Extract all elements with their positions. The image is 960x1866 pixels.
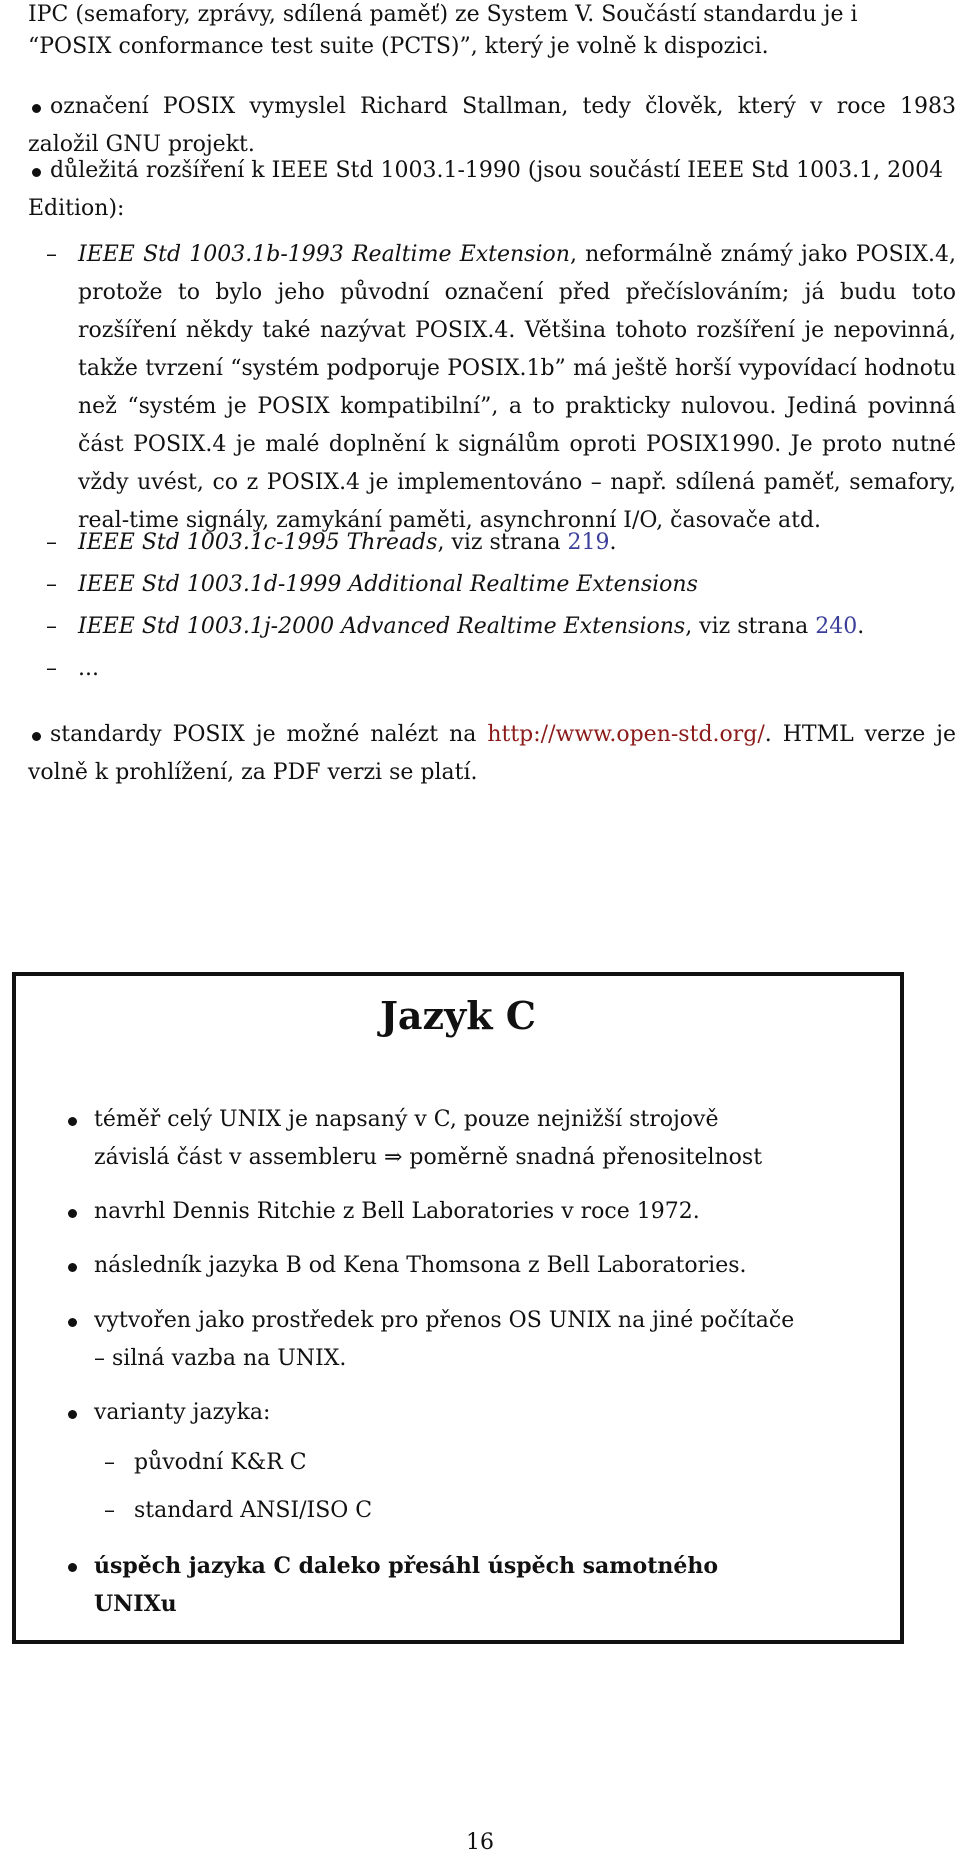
open-std-link[interactable]: http://www.open-std.org/ [487,722,765,747]
box-item-5-sub-2: standard ANSI/ISO C [134,1498,373,1523]
bullet [68,1410,77,1419]
box-item-6-line-2: UNIXu [94,1591,177,1617]
dash: – [104,1450,115,1475]
bullet [68,1209,77,1218]
item-extensions-intro: důležitá rozšíření k IEEE Std 1003.1-1990 (jsou součástí IEEE Std 1003.1, 2004 Edition): [28,158,944,221]
page-ref-219[interactable]: 219 [567,530,610,555]
sub-item-more: ... [78,656,99,681]
dash: – [46,242,57,267]
box-item-1-line-2: závislá část v assembleru ⇒ poměrně snadná přenositelnost [94,1145,763,1170]
dash: – [46,614,57,639]
box-item-4-line-1: vytvořen jako prostředek pro přenos OS UNIX na jiné počítače [94,1308,795,1333]
box-item-6-line-1: úspěch jazyka C daleko přesáhl úspěch samotného [94,1553,719,1579]
box-item-5: varianty jazyka: [94,1400,271,1425]
dash: – [104,1498,115,1523]
intro-line-2: “POSIX conformance test suite (PCTS)”, který je volně k dispozici. [28,34,769,59]
item-standards: standardy POSIX je možné nalézt na http://www.open-std.org/. HTML verze je volně k prohlížení, za PDF verzi se platí. [28,722,956,785]
box-item-4-line-2: – silná vazba na UNIX. [94,1346,347,1371]
sub-item-1d: IEEE Std 1003.1d-1999 Additional Realtime Extensions [78,572,698,597]
intro-line-1: IPC (semafory, zprávy, sdílená paměť) ze System V. Součástí standardu je i [28,2,858,27]
box-item-3: následník jazyka B od Kena Thomsona z Bell Laboratories. [94,1253,747,1278]
bullet [68,1263,77,1272]
bullet [68,1318,77,1327]
page-number: 16 [466,1830,494,1855]
bullet [68,1563,77,1572]
page-ref-240[interactable]: 240 [815,614,858,639]
sub-item-1c: IEEE Std 1003.1c-1995 Threads, viz strana 219. [78,530,617,555]
box-item-2: navrhl Dennis Ritchie z Bell Laboratories v roce 1972. [94,1199,700,1224]
dash: – [46,572,57,597]
bullet [68,1117,77,1126]
dash: – [46,530,57,555]
dash: – [46,656,57,681]
sub-item-1j: IEEE Std 1003.1j-2000 Advanced Realtime Extensions, viz strana 240. [78,614,865,639]
item-stallman-content: označení POSIX vymyslel Richard Stallman, tedy člověk, který v roce 1983 založil GNU projekt. [28,94,956,157]
sub-item-1b: IEEE Std 1003.1b-1993 Realtime Extension, neformálně známý jako POSIX.4, protože to bylo jeho původní označení před přečíslováním; já budu toto rozšíření někdy také nazývat POSIX.4. Většina tohoto rozšíření je nepovinná, takže tvrzení “systém podporuje POSIX.1b” má ještě horší vypovídací hodnotu než “systém je POSIX kompatibilní”, a to prakticky nulovou. Jediná povinná část POSIX.4 je malé doplnění k signálům oproti POSIX1990. Je proto nutné vždy uvést, co z POSIX.4 je implementováno – např. sdílená paměť, semafory, real-time signály, zamykání paměti, asynchronní I/O, časovače atd. [78,242,956,533]
box-item-1-line-1: téměř celý UNIX je napsaný v C, pouze nejnižší strojově [94,1107,719,1132]
slide-title: Jazyk C [379,993,537,1038]
box-item-5-sub-1: původní K&R C [134,1450,307,1475]
